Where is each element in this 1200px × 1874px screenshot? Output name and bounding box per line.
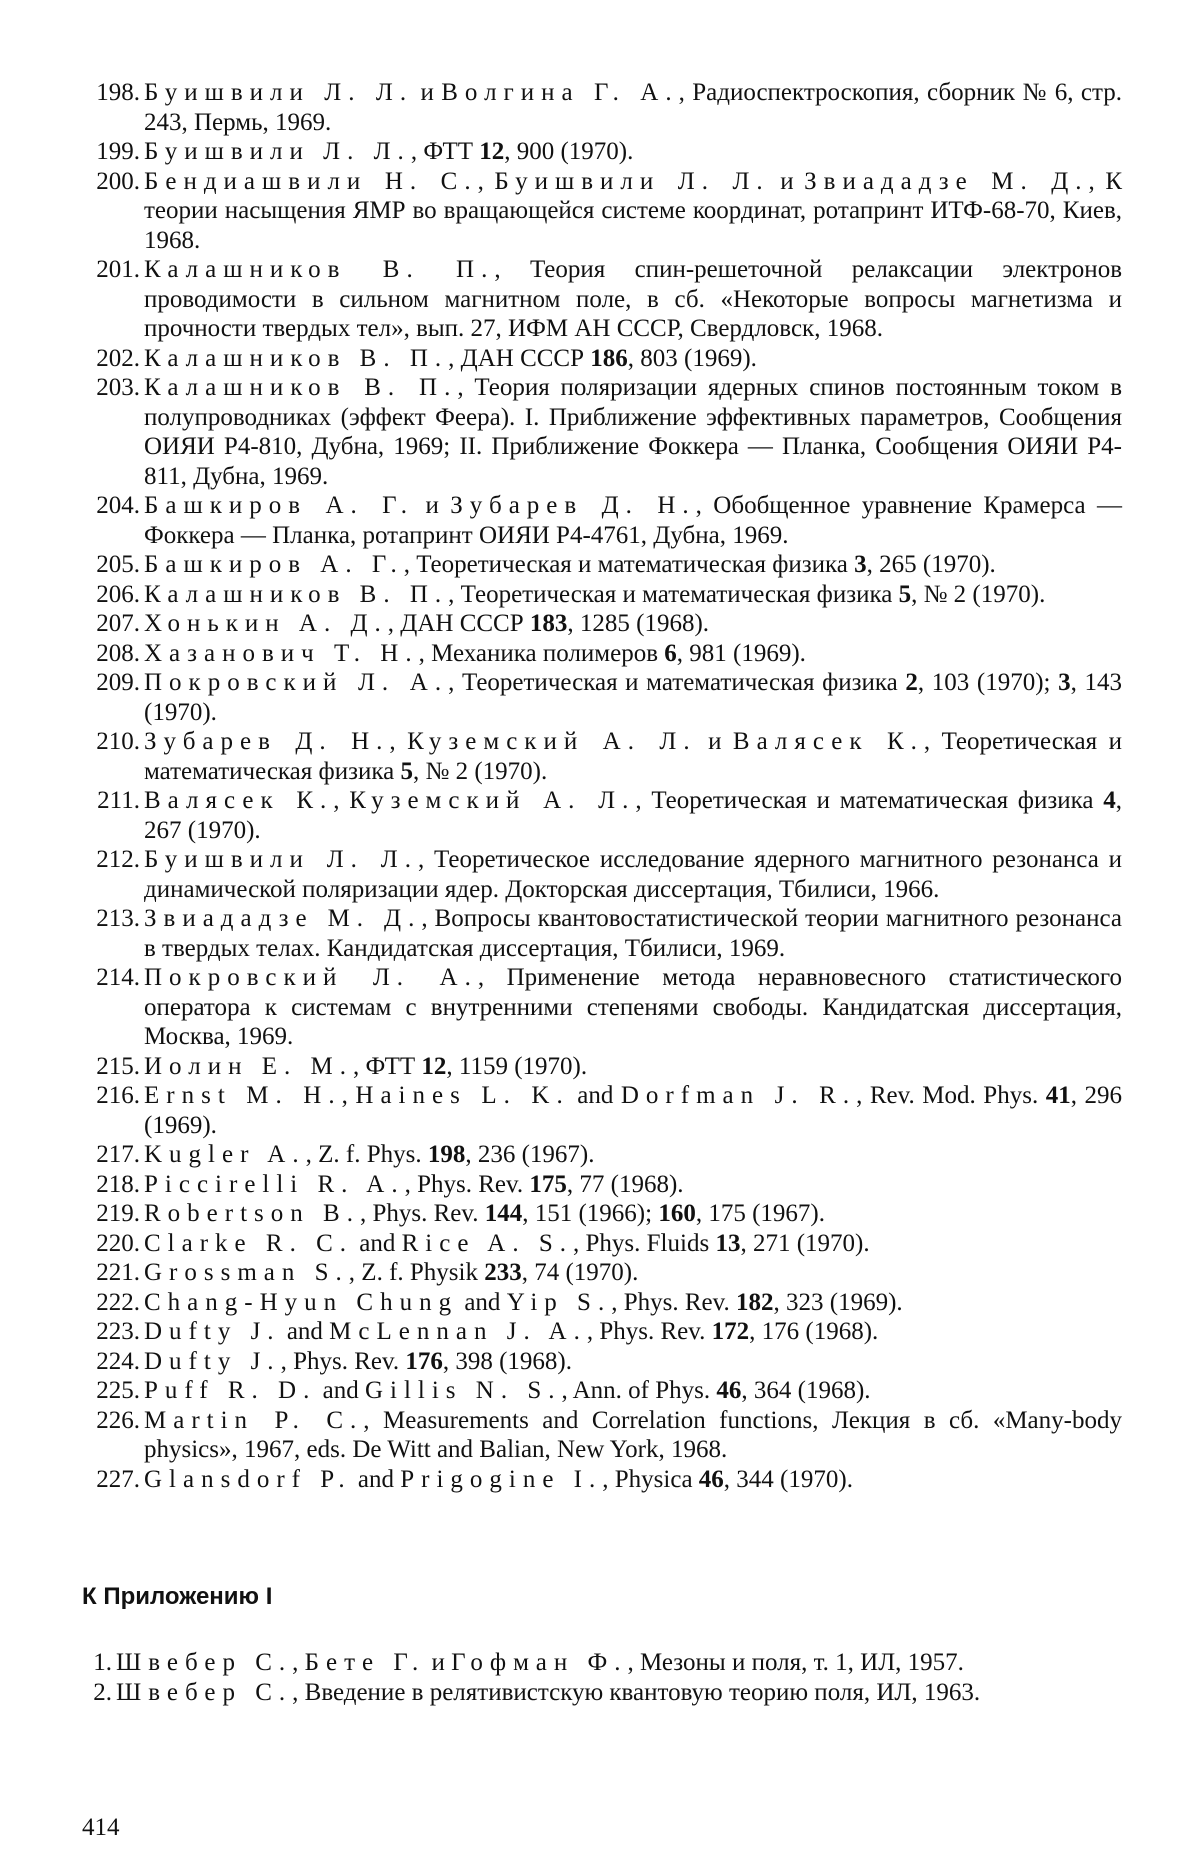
reference-text: [144, 580, 1122, 610]
reference-number: 218.: [82, 1170, 140, 1200]
reference-text: [144, 1258, 1122, 1288]
reference-text: [144, 344, 1122, 374]
reference-text: [144, 1347, 1122, 1377]
volume: 144: [485, 1200, 523, 1227]
reference-text: [144, 1140, 1122, 1170]
reference-entry: [82, 137, 1122, 167]
author: Yip S.: [507, 1289, 612, 1316]
author: Звиададзе М. Д.: [144, 905, 421, 932]
connector: and: [353, 1230, 402, 1257]
reference-text: [144, 1052, 1122, 1082]
reference-text: [144, 1317, 1122, 1347]
author: Калашников В. П.: [144, 345, 448, 372]
connector: ,: [342, 1082, 356, 1109]
citation-text: , 323 (1969).: [774, 1289, 903, 1316]
citation-text: , Ann. of Phys.: [561, 1377, 716, 1404]
citation-text: , 344 (1970).: [724, 1466, 853, 1493]
reference-text: [144, 1288, 1122, 1318]
reference-text: [144, 373, 1122, 491]
author: Piccirelli R. A.: [144, 1171, 405, 1198]
reference-entry: [82, 550, 1122, 580]
citation-text: , № 2 (1970).: [413, 758, 547, 785]
reference-number: 220.: [82, 1229, 140, 1259]
author: Prigogine I.: [400, 1466, 602, 1493]
reference-entry: [82, 1347, 1122, 1377]
reference-text: [144, 727, 1122, 786]
author: Хонькин А. Д.: [144, 610, 388, 637]
citation-text: , Physica: [602, 1466, 699, 1493]
reference-text: [144, 1170, 1122, 1200]
reference-text: [144, 609, 1122, 639]
author: Kugler A.: [144, 1141, 306, 1168]
citation-text: , Теория поляризации ядерных спинов постоянным током в полупроводниках (эффект Феера). I. Приближение эффективных параметров, Сообщения ОИЯИ Р4-810, Дубна, 1969; II. Приближение Фоккера — Планка, Сообщения ОИЯИ Р4-811, Дубна, 1969.: [144, 374, 1122, 490]
author: Dorfman J. R.: [621, 1082, 856, 1109]
reference-entry: [82, 255, 1122, 344]
citation-text: , Phys. Rev.: [587, 1318, 712, 1345]
citation-text: , Механика полимеров: [419, 640, 665, 667]
citation-text: , 1285 (1968).: [567, 610, 709, 637]
author: Башкиров А. Г.: [144, 492, 414, 519]
connector: и: [770, 168, 804, 195]
author: Зубарев Д. Н.: [450, 492, 695, 519]
citation-text: , 151 (1966);: [522, 1200, 658, 1227]
author: Puff R. D.: [144, 1377, 316, 1404]
author: Grossman S.: [144, 1259, 349, 1286]
volume: 175: [529, 1171, 567, 1198]
citation-text: , Вопросы квантовостатистической теории магнитного резонанса в твердых телах. Кандидатская диссертация, Тбилиси, 1969.: [144, 905, 1122, 962]
author: Валясек К.: [733, 728, 924, 755]
citation-text: , 981 (1969).: [677, 640, 806, 667]
reference-text: [144, 786, 1122, 845]
connector: и: [697, 728, 733, 755]
reference-entry: [82, 1258, 1122, 1288]
author: Покровский Л. А.: [144, 669, 448, 696]
reference-number: 199.: [82, 137, 140, 167]
reference-text: [144, 137, 1122, 167]
reference-number: 209.: [82, 668, 140, 698]
reference-number: 223.: [82, 1317, 140, 1347]
reference-text: [144, 491, 1122, 550]
citation-text: , 398 (1968).: [443, 1348, 572, 1375]
author: Зубарев Д. Н.: [144, 728, 389, 755]
volume: 183: [530, 610, 568, 637]
citation-text: , 271 (1970).: [740, 1230, 869, 1257]
volume: 46: [716, 1377, 741, 1404]
reference-entry: [82, 1678, 1122, 1708]
volume: 176: [405, 1348, 443, 1375]
connector: and: [316, 1377, 365, 1404]
reference-text: [144, 639, 1122, 669]
connector: ,: [389, 728, 407, 755]
citation-text: , 236 (1967).: [465, 1141, 594, 1168]
volume: 233: [484, 1259, 522, 1286]
reference-entry: [82, 1465, 1122, 1495]
reference-list: [82, 78, 1122, 1494]
citation-text: , 74 (1970).: [522, 1259, 639, 1286]
reference-number: 213.: [82, 904, 140, 934]
reference-number: 211.: [82, 786, 140, 816]
connector: and: [458, 1289, 507, 1316]
volume: 5: [899, 581, 912, 608]
reference-entry: [82, 1199, 1122, 1229]
reference-number: 207.: [82, 609, 140, 639]
author: Хазанович Т. Н.: [144, 640, 419, 667]
reference-number: 1.: [82, 1648, 112, 1678]
reference-entry: [82, 727, 1122, 786]
reference-entry: [82, 1376, 1122, 1406]
volume: 4: [1103, 787, 1116, 814]
citation-text: , 364 (1968).: [741, 1377, 870, 1404]
citation-text: , Введение в релятивистскую квантовую теорию поля, ИЛ, 1963.: [292, 1679, 980, 1706]
author: Калашников В. П.: [144, 374, 457, 401]
reference-number: 225.: [82, 1376, 140, 1406]
reference-number: 217.: [82, 1140, 140, 1170]
reference-entry: [82, 167, 1122, 256]
page-number: 414: [82, 1814, 120, 1842]
author: Haines L. K.: [355, 1082, 569, 1109]
reference-entry: [82, 786, 1122, 845]
reference-number: 222.: [82, 1288, 140, 1318]
reference-text: [144, 845, 1122, 904]
author: Калашников В. П.: [144, 256, 494, 283]
author: Бендиашвили Н. С.: [144, 168, 478, 195]
citation-text: , ФТТ: [353, 1053, 421, 1080]
citation-text: , Радиоспектроскопия, сборник № 6, стр. 243, Пермь, 1969.: [144, 79, 1122, 136]
reference-text: [144, 1229, 1122, 1259]
citation-text: , Phys. Rev.: [405, 1171, 530, 1198]
citation-text: , Обобщенное уравнение Крамерса — Фоккера — Планка, ротапринт ОИЯИ Р4-4761, Дубна, 1969.: [144, 492, 1122, 549]
reference-number: 206.: [82, 580, 140, 610]
connector: и: [425, 1649, 451, 1676]
citation-text: , ДАН СССР: [388, 610, 530, 637]
volume: 13: [715, 1230, 740, 1257]
document-page: [0, 0, 1200, 1874]
volume: 186: [590, 345, 628, 372]
citation-text: , К теории насыщения ЯМР во вращающейся системе координат, ротапринт ИТФ-68-70, Киев, 1968.: [144, 168, 1122, 254]
reference-entry: [82, 845, 1122, 904]
reference-text: [144, 904, 1122, 963]
reference-text: [144, 255, 1122, 344]
appendix-reference-list: [82, 1648, 1122, 1707]
citation-text: , Phys. Rev.: [360, 1200, 485, 1227]
citation-text: , Мезоны и поля, т. 1, ИЛ, 1957.: [627, 1649, 963, 1676]
reference-number: 202.: [82, 344, 140, 374]
reference-text: [144, 1199, 1122, 1229]
citation-text: , 900 (1970).: [504, 138, 633, 165]
author: Башкиров А. Г.: [144, 551, 404, 578]
author: Швебер С.: [116, 1649, 292, 1676]
volume: 41: [1046, 1082, 1071, 1109]
reference-entry: [82, 1081, 1122, 1140]
author: Martin P. C.: [144, 1407, 363, 1434]
volume: 160: [658, 1200, 696, 1227]
reference-number: 224.: [82, 1347, 140, 1377]
author: Dufty J.: [144, 1348, 281, 1375]
citation-text: , Phys. Rev.: [281, 1348, 406, 1375]
reference-entry: [82, 1052, 1122, 1082]
author: Dufty J.: [144, 1318, 281, 1345]
reference-entry: [82, 1229, 1122, 1259]
reference-number: 210.: [82, 727, 140, 757]
author: Буишвили Л. Л.: [144, 138, 411, 165]
reference-number: 215.: [82, 1052, 140, 1082]
reference-number: 203.: [82, 373, 140, 403]
volume: 2: [905, 669, 918, 696]
reference-number: 212.: [82, 845, 140, 875]
author: Волгина Г. А.: [441, 79, 678, 106]
author: Буишвили Л. Л.: [144, 846, 418, 873]
citation-text: , Measurements and Correlation functions, Лекция в сб. «Many-body physics», 1967, eds. De Witt and Balian, New York, 1968.: [144, 1407, 1122, 1464]
citation-text: , 77 (1968).: [567, 1171, 684, 1198]
reference-entry: [82, 1140, 1122, 1170]
reference-entry: [82, 963, 1122, 1052]
reference-text: [144, 550, 1122, 580]
citation-text: , Теоретическое исследование ядерного магнитного резонанса и динамической поляризации ядер. Докторская диссертация, Тбилиси, 1966.: [144, 846, 1122, 903]
reference-number: 216.: [82, 1081, 140, 1111]
author: Покровский Л. А.: [144, 964, 478, 991]
citation-text: , 143 (1970).: [144, 669, 1122, 726]
author: Robertson B.: [144, 1200, 360, 1227]
citation-text: , 803 (1969).: [628, 345, 757, 372]
reference-entry: [82, 373, 1122, 491]
volume: 12: [421, 1053, 446, 1080]
volume: 3: [1058, 669, 1071, 696]
citation-text: , Теоретическая и математическая физика: [144, 728, 1122, 785]
author: Буишвили Л. Л.: [494, 168, 769, 195]
author: Chang-Hyun Chung: [144, 1289, 458, 1316]
connector: and: [352, 1466, 401, 1493]
citation-text: , Теоретическая и математическая физика: [635, 787, 1103, 814]
author: Куземский А. Л.: [407, 728, 697, 755]
reference-text: [144, 963, 1122, 1052]
reference-entry: [82, 1406, 1122, 1465]
citation-text: , 267 (1970).: [144, 787, 1122, 844]
section-heading: К Приложению I: [82, 1583, 272, 1611]
volume: 182: [736, 1289, 774, 1316]
volume: 198: [428, 1141, 466, 1168]
citation-text: , Z. f. Phys.: [306, 1141, 428, 1168]
volume: 12: [479, 138, 504, 165]
citation-text: , 265 (1970).: [867, 551, 996, 578]
connector: ,: [478, 168, 495, 195]
reference-number: 221.: [82, 1258, 140, 1288]
volume: 6: [664, 640, 677, 667]
reference-text: [144, 668, 1122, 727]
citation-text: , 1159 (1970).: [446, 1053, 587, 1080]
citation-text: , Теоретическая и математическая физика: [448, 669, 905, 696]
citation-text: , Теория спин-решеточной релаксации электронов проводимости в сильном магнитном поле, в сб. «Некоторые вопросы магнетизма и прочности твердых тел», вып. 27, ИФМ АН СССР, Свердловск, 1968.: [144, 256, 1122, 342]
reference-number: 208.: [82, 639, 140, 669]
reference-entry: [82, 609, 1122, 639]
author: Гофман Ф.: [451, 1649, 627, 1676]
reference-text: [116, 1678, 1122, 1708]
reference-text: [144, 1406, 1122, 1465]
reference-number: 214.: [82, 963, 140, 993]
reference-entry: [82, 668, 1122, 727]
author: Ernst M. H.: [144, 1082, 342, 1109]
author: Куземский А. Л.: [349, 787, 635, 814]
reference-number: 227.: [82, 1465, 140, 1495]
connector: ,: [292, 1649, 305, 1676]
citation-text: , Rev. Mod. Phys.: [856, 1082, 1046, 1109]
author: Валясек К.: [144, 787, 333, 814]
reference-number: 204.: [82, 491, 140, 521]
author: Калашников В. П.: [144, 581, 448, 608]
volume: 172: [712, 1318, 750, 1345]
author: Иолин Е. М.: [144, 1053, 353, 1080]
reference-text: [144, 1465, 1122, 1495]
connector: и: [414, 492, 450, 519]
reference-text: [144, 167, 1122, 256]
reference-text: [144, 1376, 1122, 1406]
author: Швебер С.: [116, 1679, 292, 1706]
reference-entry: [82, 639, 1122, 669]
author: Gillis N. S.: [365, 1377, 562, 1404]
author: Rice A. S.: [402, 1230, 573, 1257]
author: Бете Г.: [305, 1649, 426, 1676]
author: Glansdorf P.: [144, 1466, 352, 1493]
reference-number: 219.: [82, 1199, 140, 1229]
citation-text: , 175 (1967).: [696, 1200, 825, 1227]
reference-entry: [82, 344, 1122, 374]
citation-text: , Z. f. Physik: [349, 1259, 484, 1286]
citation-text: , Теоретическая и математическая физика: [448, 581, 898, 608]
citation-text: , 296 (1969).: [144, 1082, 1122, 1139]
citation-text: , Phys. Fluids: [573, 1230, 715, 1257]
reference-entry: [82, 1170, 1122, 1200]
reference-number: 2.: [82, 1678, 112, 1708]
citation-text: , 176 (1968).: [749, 1318, 878, 1345]
reference-text: [144, 1081, 1122, 1140]
reference-entry: [82, 1648, 1122, 1678]
reference-number: 200.: [82, 167, 140, 197]
volume: 3: [854, 551, 867, 578]
reference-entry: [82, 580, 1122, 610]
citation-text: , Теоретическая и математическая физика: [404, 551, 854, 578]
citation-text: , Phys. Rev.: [611, 1289, 736, 1316]
author: Буишвили Л. Л.: [144, 79, 413, 106]
author: Звиададзе М. Д.: [804, 168, 1088, 195]
reference-entry: [82, 1288, 1122, 1318]
reference-entry: [82, 1317, 1122, 1347]
reference-number: 198.: [82, 78, 140, 108]
connector: and: [570, 1082, 621, 1109]
connector: и: [413, 79, 441, 106]
citation-text: , № 2 (1970).: [911, 581, 1045, 608]
volume: 5: [400, 758, 413, 785]
author: Clarke R. C.: [144, 1230, 353, 1257]
reference-text: [144, 78, 1122, 137]
citation-text: , ДАН СССР: [448, 345, 590, 372]
reference-entry: [82, 904, 1122, 963]
connector: ,: [333, 787, 349, 814]
reference-entry: [82, 78, 1122, 137]
connector: and: [281, 1318, 330, 1345]
reference-number: 205.: [82, 550, 140, 580]
reference-number: 201.: [82, 255, 140, 285]
reference-number: 226.: [82, 1406, 140, 1436]
reference-entry: [82, 491, 1122, 550]
citation-text: , Применение метода неравновесного статистического оператора к системам с внутренними степенями свободы. Кандидатская диссертация, Москва, 1969.: [144, 964, 1122, 1050]
citation-text: , 103 (1970);: [918, 669, 1058, 696]
author: McLennan J. A.: [329, 1318, 587, 1345]
citation-text: , ФТТ: [411, 138, 479, 165]
reference-text: [116, 1648, 1122, 1678]
volume: 46: [699, 1466, 724, 1493]
